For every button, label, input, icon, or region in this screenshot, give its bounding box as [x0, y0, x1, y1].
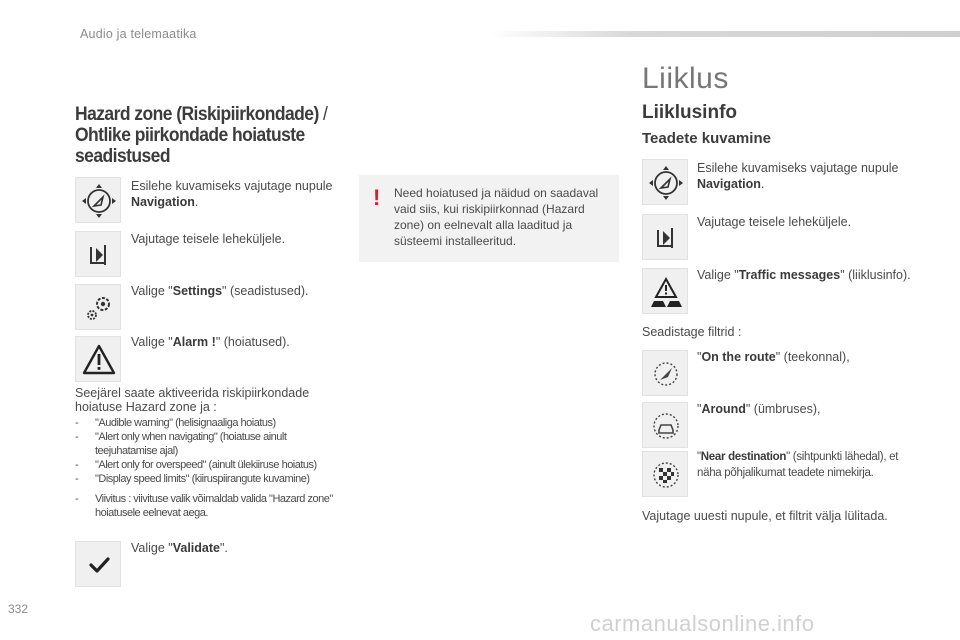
left-section-title [75, 104, 342, 167]
hazard-paragraph: Seejärel saate aktiveerida riskipiirkondade hoiatuse Hazard zone ja : [75, 386, 310, 414]
navigation-dpad-icon [642, 159, 688, 205]
chapter-title: Liiklus [642, 62, 729, 95]
subsection-title: Teadete kuvamine [642, 130, 771, 147]
note-text: Need hoiatused ja näidud on saadaval vaid siis, kui riskipiirkonnad (Hazard zone) on eelnevalt alla laaditud ja süsteemi installeeritud. [394, 186, 599, 248]
settings-gears-icon [75, 284, 121, 330]
page-number: 332 [8, 602, 29, 616]
left-step-validate: Valige "Validate". [131, 541, 228, 555]
watermark: carmanualsonline.info [590, 611, 815, 636]
list-item-delay: - Viivitus : viivituse valik võimaldab valida "Hazard zone" hoiatusele eelnevat aega. [75, 493, 333, 519]
list-item: - "Alert only for overspeed" (ainult ülekiiruse hoiatus) [75, 459, 317, 471]
title-rest: Ohtlike piirkondade hoiatuste seadistused [75, 125, 305, 167]
section-title: Liiklusinfo [642, 102, 737, 123]
filter-around: "Around" (ümbruses), [697, 402, 821, 416]
warning-triangle-icon [75, 336, 121, 382]
note-box [359, 175, 619, 262]
list-item: - "Alert only when navigating" (hoiatuse ainult teejuhatamise ajal) [75, 431, 287, 457]
left-step-navigation: Esilehe kuvamiseks vajutage nupule Navigation. [131, 179, 333, 209]
filters-label: Seadistage filtrid : [642, 325, 742, 339]
right-step-next-page: Vajutage teisele leheküljele. [697, 215, 852, 229]
list-item: - "Audible warning" (helisignaaliga hoiatus) [75, 417, 276, 429]
note-exclamation-icon: ! [373, 185, 381, 210]
next-page-icon [75, 231, 121, 277]
header-rule [490, 31, 960, 37]
destination-flag-icon [642, 451, 688, 497]
checkmark-icon [75, 541, 121, 587]
filter-on-route: "On the route" (teekonnal), [697, 350, 850, 364]
traffic-warning-icon [642, 268, 688, 314]
title-bold: Hazard zone (Riskipiirkondade) [75, 104, 319, 125]
next-page-icon [642, 214, 688, 260]
right-step-navigation: Esilehe kuvamiseks vajutage nupule Navigation. [697, 161, 899, 191]
route-compass-icon [642, 350, 688, 396]
filter-near-destination: "Near destination" (sihtpunkti lähedal), et näha põhjalikumat teadete nimekirja. [697, 451, 899, 479]
navigation-dpad-icon [75, 177, 121, 223]
right-step-traffic: Valige "Traffic messages" (liiklusinfo). [697, 268, 911, 282]
left-step-next-page: Vajutage teisele leheküljele. [131, 232, 286, 246]
left-step-settings: Valige "Settings" (seadistused). [131, 284, 309, 298]
around-car-icon [642, 402, 688, 448]
hazard-options-list [75, 416, 350, 520]
title-slash: / [318, 104, 328, 125]
filters-footer-text: Vajutage uuesti nupule, et filtrit välja lülitada. [642, 509, 888, 523]
list-item: - "Display speed limits" (kiiruspiirangute kuvamine) [75, 473, 310, 485]
left-step-alarm: Valige "Alarm !" (hoiatused). [131, 335, 290, 349]
section-header: Audio ja telemaatika [80, 27, 197, 41]
